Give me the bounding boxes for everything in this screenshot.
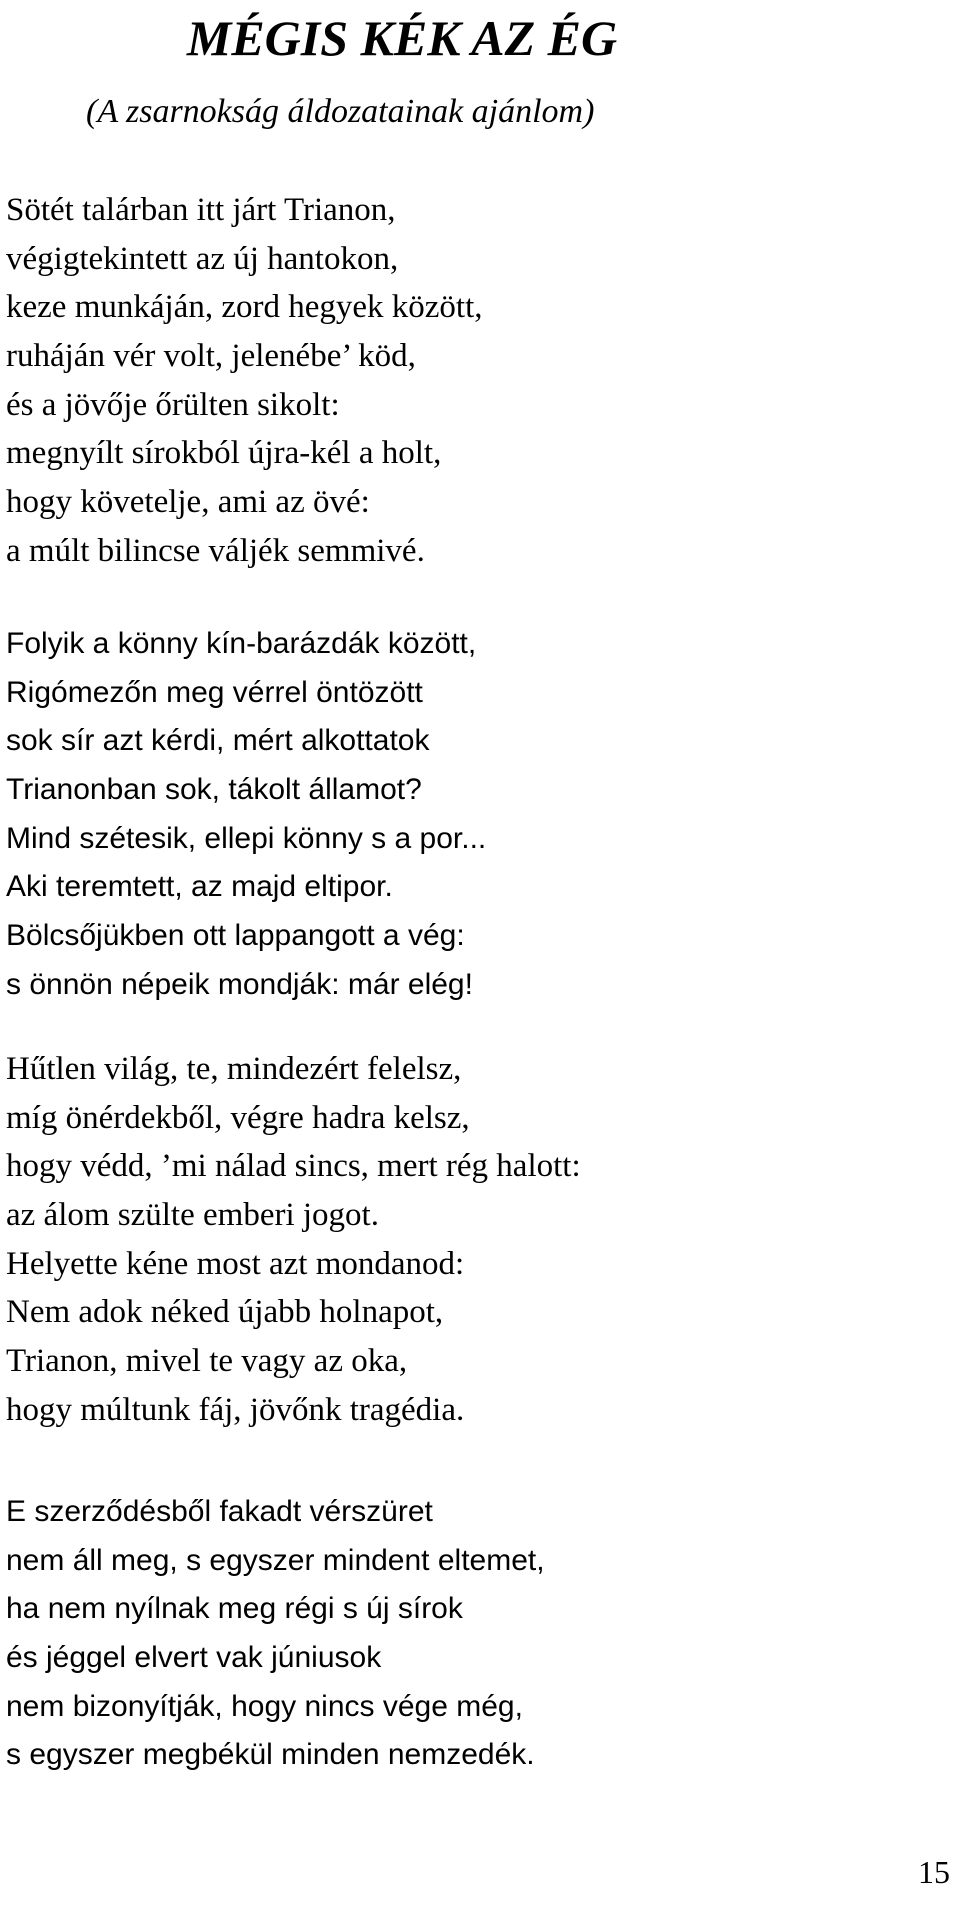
- poem-line: míg önérdekből, végre hadra kelsz,: [6, 1099, 470, 1136]
- poem-line: Aki teremtett, az majd eltipor.: [6, 870, 393, 904]
- stanza-2: [6, 620, 486, 1010]
- page-number: 15: [918, 1854, 950, 1890]
- poem-line: Rigómezőn meg vérrel öntözött: [6, 675, 423, 709]
- poem-line: sok sír azt kérdi, mért alkottatok: [6, 724, 430, 758]
- poem-line: végigtekintett az új hantokon,: [6, 240, 399, 277]
- poem-line: Bölcsőjükben ott lappangott a vég:: [6, 919, 465, 953]
- poem-line: nem bizonyítják, hogy nincs vége még,: [6, 1689, 523, 1723]
- poem-line: ha nem nyílnak meg régi s új sírok: [6, 1592, 463, 1626]
- stanza-3: [6, 1045, 581, 1435]
- stanza-1: [6, 186, 483, 576]
- poem-title-text: MÉGIS KÉK AZ ÉG: [186, 10, 618, 66]
- poem-line: Trianon, mivel te vagy az oka,: [6, 1343, 408, 1380]
- poem-title: [0, 6, 960, 70]
- poem-line: Trianonban sok, tákolt államot?: [6, 773, 422, 807]
- poem-line: hogy múltunk fáj, jövőnk tragédia.: [6, 1391, 465, 1428]
- poem-line: Mind szétesik, ellepi könny s a por...: [6, 821, 487, 855]
- stanza-4: [6, 1488, 545, 1780]
- poem-line: s önnön népeik mondják: már elég!: [6, 967, 473, 1001]
- poem-line: a múlt bilincse váljék semmivé.: [6, 532, 425, 569]
- poem-line: Helyette kéne most azt mondanod:: [6, 1245, 465, 1282]
- poem-dedication: (A zsarnokság áldozatainak ajánlom): [86, 93, 595, 130]
- poem-line: Hűtlen világ, te, mindezért felelsz,: [6, 1051, 462, 1087]
- poem-line: E szerződésből fakadt vérszüret: [6, 1495, 433, 1528]
- poem-line: s egyszer megbékül minden nemzedék.: [6, 1738, 535, 1772]
- poem-line: keze munkáján, zord hegyek között,: [6, 289, 483, 326]
- poem-line: és a jövője őrülten sikolt:: [6, 386, 340, 423]
- poem-line: az álom szülte emberi jogot.: [6, 1197, 379, 1234]
- poem-line: Folyik a könny kín-barázdák között,: [6, 627, 477, 660]
- poem-line: nem áll meg, s egyszer mindent eltemet,: [6, 1543, 545, 1577]
- poem-line: és jéggel elvert vak júniusok: [6, 1641, 382, 1675]
- poem-line: hogy védd, ’mi nálad sincs, mert rég halott:: [6, 1148, 581, 1185]
- poem-line: ruháján vér volt, jelenébe’ köd,: [6, 338, 416, 375]
- poem-line: Sötét talárban itt járt Trianon,: [6, 192, 396, 228]
- poem-line: hogy követelje, ami az övé:: [6, 484, 370, 521]
- poem-line: Nem adok néked újabb holnapot,: [6, 1294, 444, 1331]
- poem-line: megnyílt sírokból újra-kél a holt,: [6, 435, 442, 472]
